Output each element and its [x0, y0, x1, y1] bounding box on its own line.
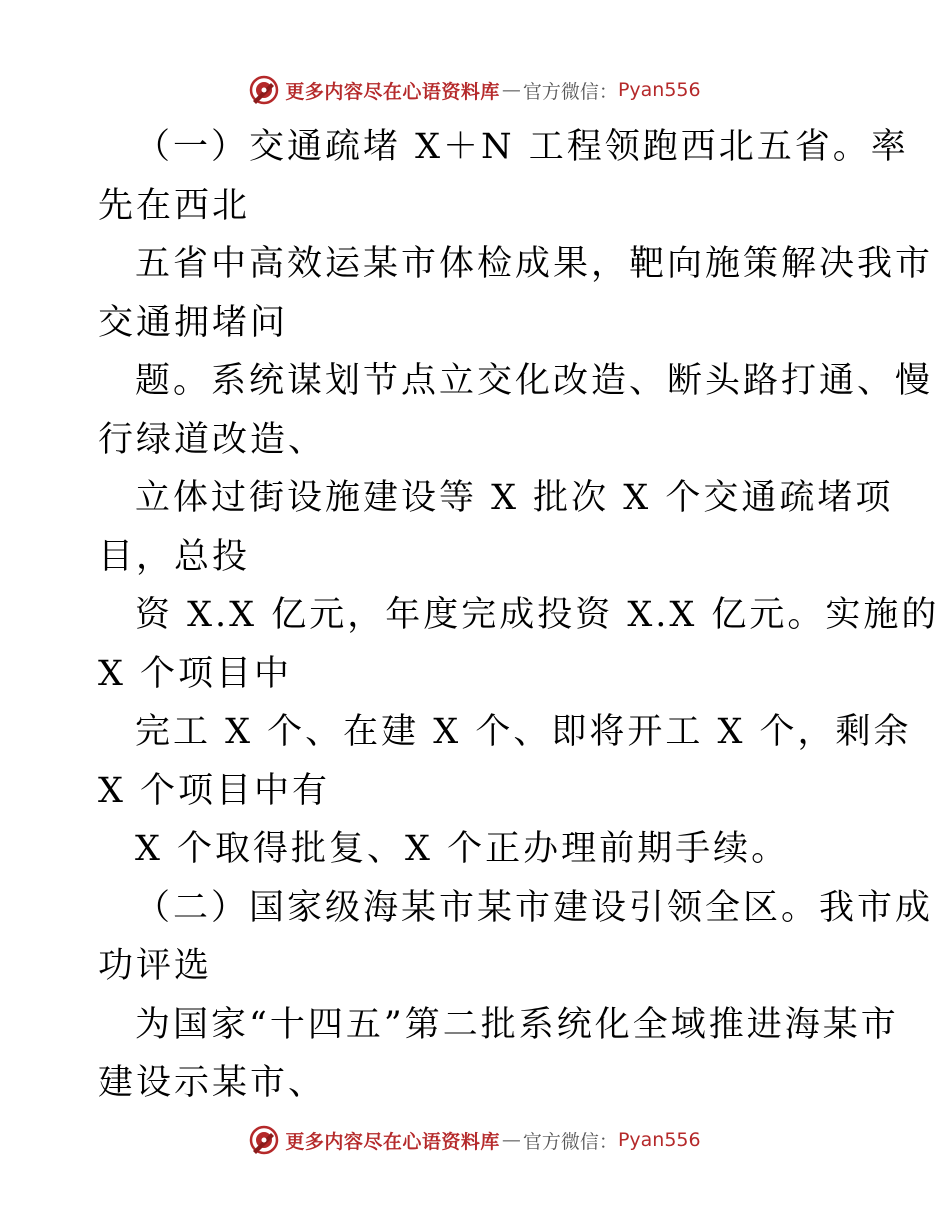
body-line: X 个取得批复、X 个正办理前期手续。: [135, 829, 790, 869]
body-line: X 个项目中有: [98, 770, 331, 811]
header-banner-dash: —: [501, 79, 521, 101]
header-banner-sub: 官方微信：: [522, 80, 618, 103]
body-line: 功评选: [98, 946, 213, 986]
header-wechat-id: Pyan556: [617, 79, 701, 101]
body-line: 目，总投: [98, 536, 251, 577]
footer-banner-text: 更多内容尽在心语资料库: [285, 1130, 500, 1153]
body-line: 资 X.X 亿元，年度完成投资 X.X 亿元。实施的: [135, 595, 940, 635]
document-body: [98, 118, 940, 1113]
body-line: （一）交通疏堵 X＋N 工程领跑西北五省。率: [135, 127, 909, 167]
body-line: 行绿道改造、: [98, 419, 327, 460]
body-line: （二）国家级海某市某市建设引领全区。我市成: [135, 887, 934, 928]
body-line: 立体过街设施建设等 X 批次 X 个交通疏堵项: [135, 478, 894, 518]
footer-banner-dash: —: [501, 1129, 521, 1151]
body-line: 完工 X 个、在建 X 个、即将开工 X 个，剩余: [135, 712, 912, 752]
body-line: 建设示某市、: [98, 1063, 327, 1103]
body-line: 五省中高效运某市体检成果，靶向施策解决我市: [135, 244, 934, 284]
header-banner-text: 更多内容尽在心语资料库: [285, 80, 500, 103]
header-banner: [0, 70, 950, 110]
footer-wechat-id: Pyan556: [617, 1129, 701, 1151]
footer-banner-sub: 官方微信：: [522, 1130, 618, 1153]
pen-nib-logo-icon: [249, 1125, 279, 1155]
body-line: 为国家“十四五”第二批系统化全域推进海某市: [135, 1004, 899, 1045]
body-line: 先在西北: [98, 185, 251, 226]
body-line: 题。系统谋划节点立交化改造、断头路打通、慢: [135, 361, 934, 401]
footer-banner: [0, 1120, 950, 1160]
body-line: 交通拥堵问: [98, 302, 289, 343]
pen-nib-logo-icon: [249, 75, 279, 105]
body-line: X 个项目中: [98, 653, 293, 694]
